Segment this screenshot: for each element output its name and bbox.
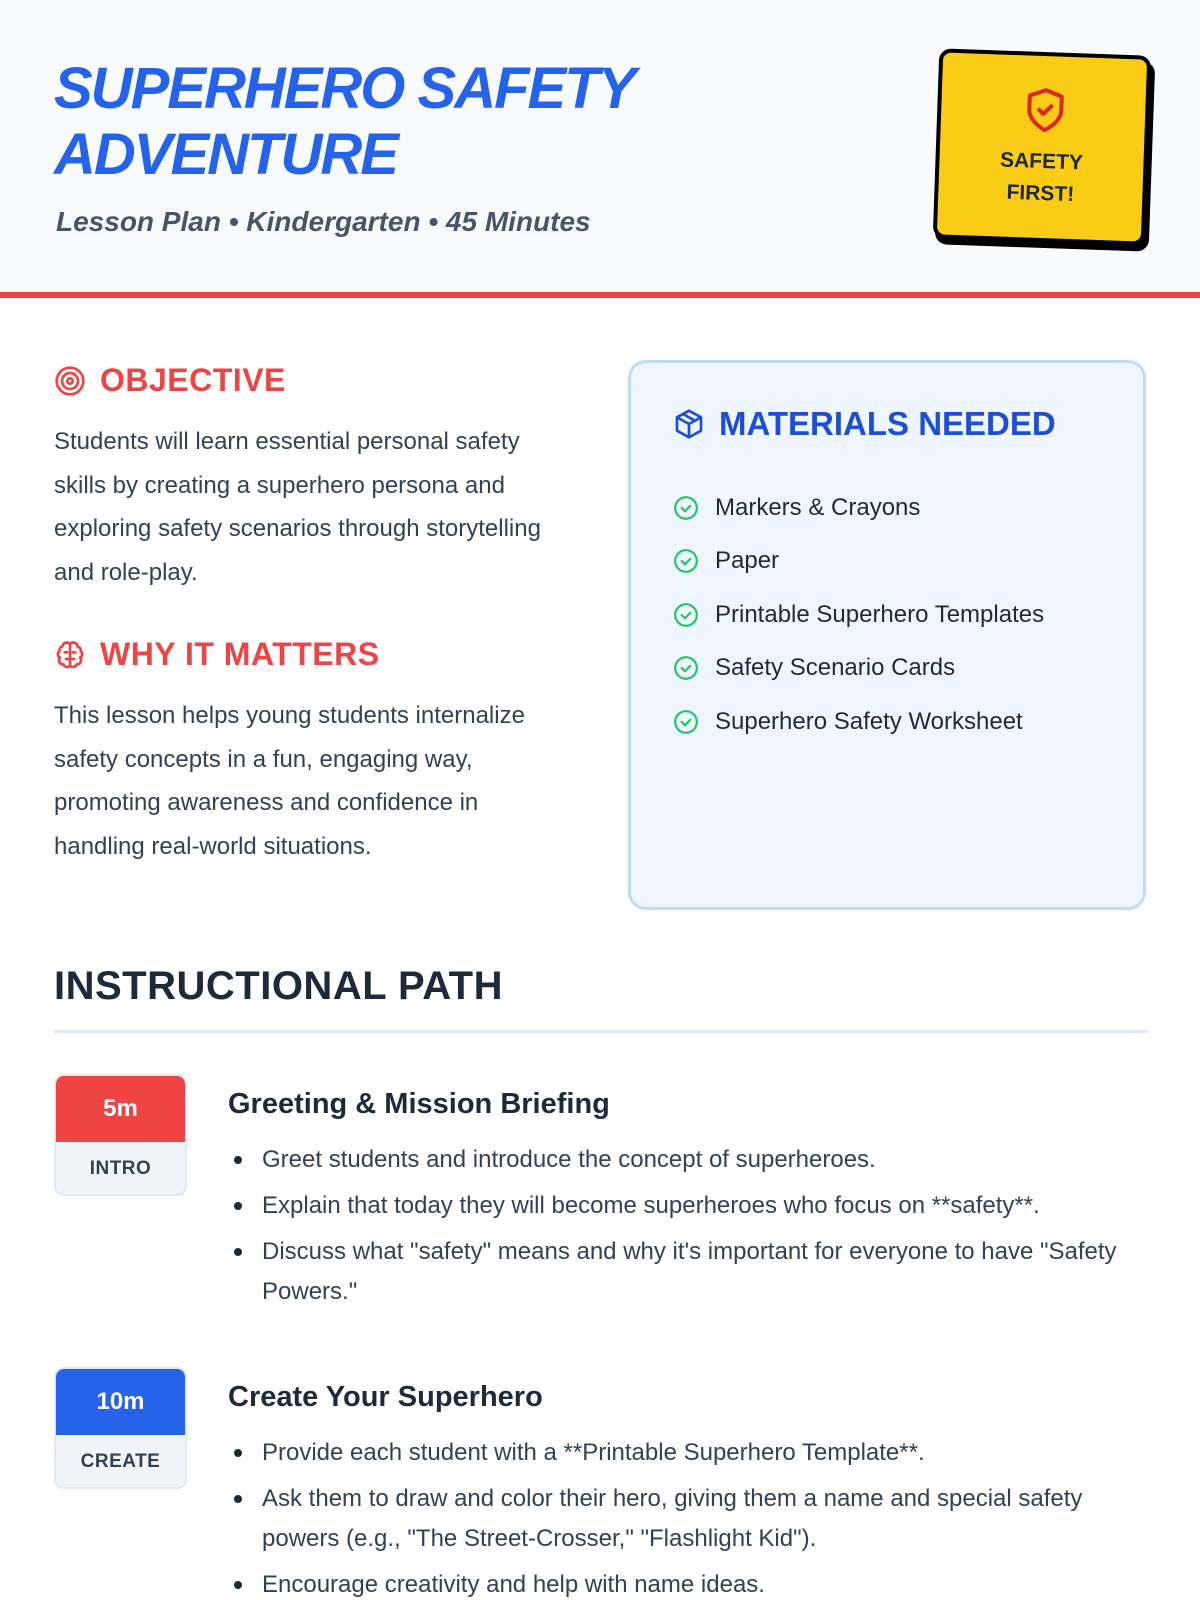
step-title: Create Your Superhero [228, 1381, 543, 1413]
materials-list [673, 481, 1044, 749]
instructional-path-heading: INSTRUCTIONAL PATH [54, 964, 503, 1008]
why-text: This lesson helps young students internalize safety concepts in a fun, engaging way, promoting awareness and confidence in handling real-world situations. [54, 702, 525, 860]
objective-text: Students will learn essential personal safety skills by creating a superhero persona and exploring safety scenarios through storytelling and role-play. [54, 428, 541, 586]
step-duration: 10m [56, 1369, 185, 1435]
step-duration: 5m [56, 1076, 185, 1142]
step-bullet: Encourage creativity and help with name ideas. [230, 1565, 1150, 1600]
step-phase-label: CREATE [80, 1451, 161, 1472]
materials-item-label: Markers & Crayons [715, 493, 921, 521]
objective-heading [54, 362, 286, 399]
step-title: Greeting & Mission Briefing [228, 1088, 610, 1120]
why-heading-label: WHY IT MATTERS [100, 636, 380, 672]
materials-item [673, 481, 1044, 535]
materials-item-label: Superhero Safety Worksheet [715, 707, 1023, 735]
materials-heading [673, 405, 1056, 443]
materials-item [673, 695, 1044, 749]
check-circle-icon [673, 655, 699, 681]
step-bullet: Greet students and introduce the concept of superheroes. [230, 1140, 1150, 1180]
check-circle-icon [673, 495, 699, 521]
objective-heading-label: OBJECTIVE [100, 362, 286, 398]
step-bullets [230, 1433, 1150, 1600]
safety-first-badge [933, 48, 1152, 245]
materials-item [673, 642, 1044, 696]
divider [54, 1030, 1148, 1033]
materials-heading-label: MATERIALS NEEDED [719, 405, 1056, 442]
why-heading [54, 636, 380, 673]
check-circle-icon [673, 602, 699, 628]
step-bullet: Explain that today they will become superheroes who focus on **safety**. [230, 1186, 1150, 1226]
step-bullet: Provide each student with a **Printable Superhero Template**. [230, 1433, 1150, 1473]
step-time-badge [54, 1074, 187, 1196]
page-title: SUPERHERO SAFETY ADVENTURE [54, 56, 634, 187]
check-circle-icon [673, 548, 699, 574]
step-phase-label: INTRO [89, 1158, 152, 1179]
step-bullet: Discuss what "safety" means and why it's important for everyone to have "Safety Powers." [230, 1232, 1150, 1312]
shield-check-icon [1020, 83, 1070, 137]
box-icon [673, 408, 705, 440]
check-circle-icon [673, 709, 699, 735]
materials-card [628, 360, 1146, 910]
step-bullets [230, 1140, 1150, 1318]
step-bullet: Ask them to draw and color their hero, giving them a name and special safety powers (e.g., "The Street-Crosser," "Flashlight Kid"). [230, 1479, 1150, 1559]
target-icon [54, 365, 86, 397]
materials-item [673, 588, 1044, 642]
step-time-badge [54, 1367, 187, 1489]
brain-icon [54, 639, 86, 671]
badge-text: SAFETY FIRST! [999, 148, 1084, 207]
materials-item-label: Printable Superhero Templates [715, 600, 1045, 628]
materials-item-label: Paper [715, 547, 780, 575]
materials-item [673, 535, 1044, 589]
materials-item-label: Safety Scenario Cards [715, 654, 956, 682]
page-subtitle: Lesson Plan • Kindergarten • 45 Minutes [56, 206, 591, 237]
